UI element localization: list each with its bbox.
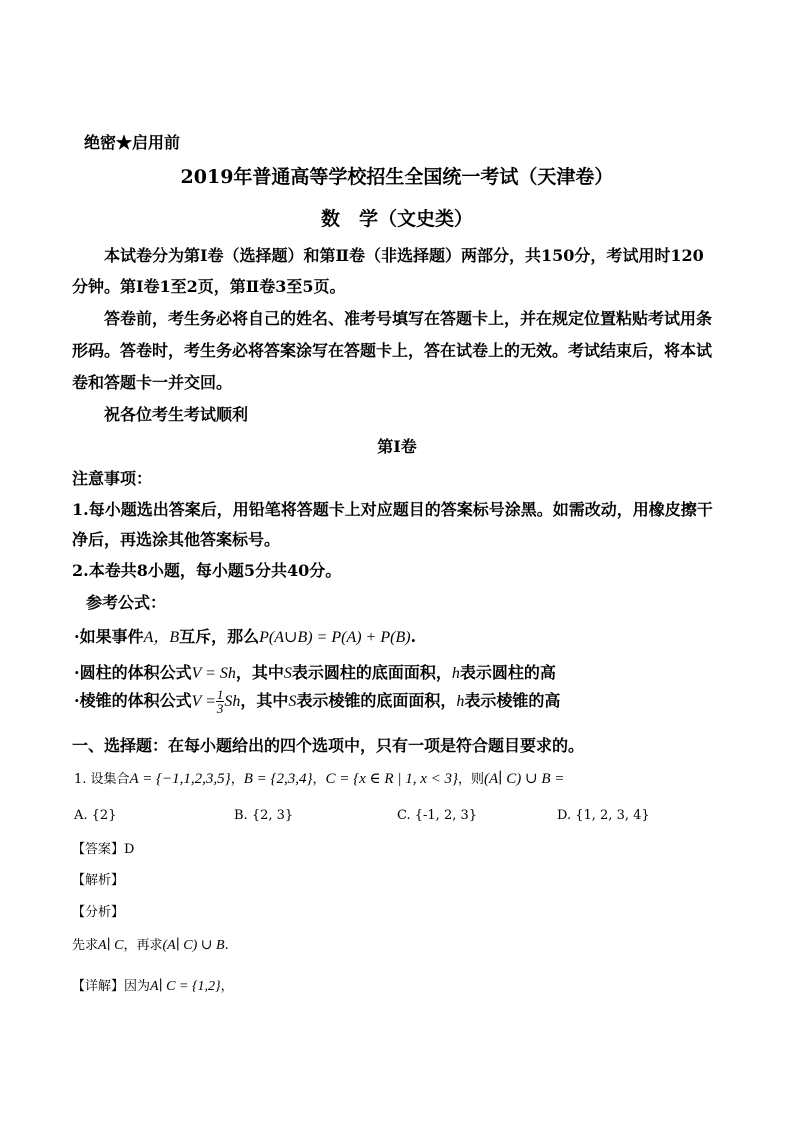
intro-paragraph-2-line-2: 形码。答卷时，考生务必将答案涂写在答题卡上，答在试卷上的无效。考试结束后，将本试 bbox=[72, 341, 713, 360]
detail-line: 【详解】因为A∣ C = {1,2}， bbox=[72, 979, 234, 994]
answer-value: D bbox=[124, 842, 135, 857]
intro-paragraph-2-line-1: 答卷前，考生务必将自己的姓名、准考号填写在答题卡上，并在规定位置粘贴考试用条 bbox=[104, 309, 713, 328]
intro-paragraph-2-line-3: 卷和答题卡一并交回。 bbox=[72, 373, 233, 392]
intro-paragraph-1-line-1: 本试卷分为第Ⅰ卷（选择题）和第Ⅱ卷（非选择题）两部分，共150分，考试用时120 bbox=[104, 246, 704, 265]
formula-2: ·圆柱的体积公式V = Sh，其中S表示圆柱的底面面积，h表示圆柱的高 bbox=[74, 663, 556, 682]
note-2: 2.本卷共8小题，每小题5分共40分。 bbox=[72, 561, 342, 580]
formula-title: 参考公式： bbox=[86, 593, 167, 612]
question-1-stem: 1. 设集合A = {−1,1,2,3,5}，B = {2,3,4}，C = {x ∈ R | 1, x < 3}，则(A∣ C) ∪ B = bbox=[74, 771, 565, 787]
fraction-one-third: $\frac{1}{3}$ bbox=[216, 687, 224, 716]
notes-title: 注意事项： bbox=[72, 469, 153, 488]
note-1-line-1: 1.每小题选出答案后，用铅笔将答题卡上对应题目的答案标号涂黑。如需改动，用橡皮擦干 bbox=[72, 500, 713, 519]
option-d: D. {1, 2, 3, 4} bbox=[557, 808, 650, 823]
fenxi-label: 【分析】 bbox=[72, 905, 125, 920]
exam-title: 2019年普通高等学校招生全国统一考试（天津卷） bbox=[180, 166, 614, 188]
section-title: 第Ⅰ卷 bbox=[377, 437, 417, 456]
part-1-title: 一、选择题：在每小题给出的四个选项中，只有一项是符合题目要求的。 bbox=[72, 736, 585, 755]
subject-title: 数 学（文史类） bbox=[320, 208, 473, 230]
option-b: B. {2, 3} bbox=[234, 808, 294, 823]
fenxi-text: 先求A∣ C，再求(A∣ C) ∪ B. bbox=[72, 938, 229, 953]
option-a: A. {2} bbox=[74, 808, 117, 823]
formula-1: ·如果事件A，B互斥，那么P(A∪B) = P(A) + P(B). bbox=[74, 627, 417, 646]
wish-line: 祝各位考生考试顺利 bbox=[104, 405, 249, 424]
answer-label: 【答案】 bbox=[72, 842, 125, 857]
secret-label: 绝密★启用前 bbox=[84, 133, 181, 152]
formula-3: ·棱锥的体积公式V = $\frac{1}{3}$ Sh，其中S表示棱锥的底面面积，h表示棱锥的高 bbox=[74, 687, 561, 716]
intro-paragraph-1-line-2: 分钟。第Ⅰ卷1至2页，第Ⅱ卷3至5页。 bbox=[72, 277, 346, 296]
note-1-line-2: 净后，再选涂其他答案标号。 bbox=[72, 530, 281, 549]
option-c: C. {-1, 2, 3} bbox=[397, 808, 478, 823]
analysis-label: 【解析】 bbox=[72, 873, 125, 888]
answer-line bbox=[72, 838, 134, 857]
